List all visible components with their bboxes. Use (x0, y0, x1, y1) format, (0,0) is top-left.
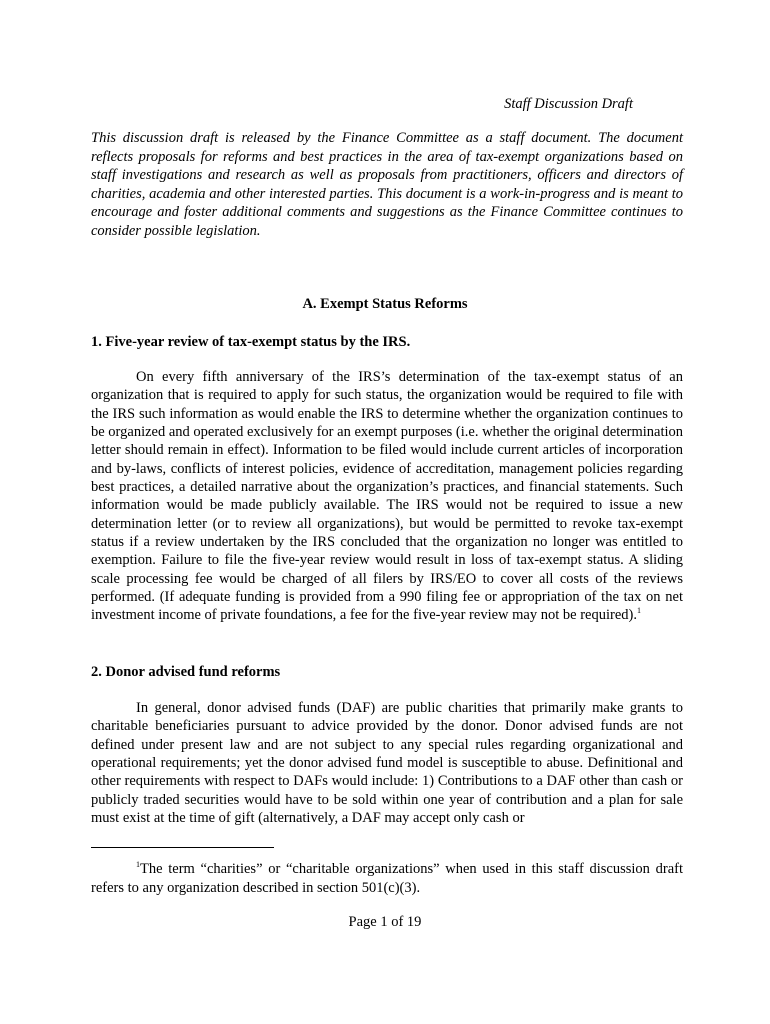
item-2-heading: 2. Donor advised fund reforms (91, 664, 281, 680)
intro-paragraph: This discussion draft is released by the Finance Committee as a staff document. The document reflects proposals for reforms and best practices in the area of tax-exempt organizations based on staff investigations and research as well as proposals from practitioners, officers and directors of charities, academia and other interested parties. This document is a work-in-progress and is meant to encourage and foster additional comments and suggestions as the Finance Committee continues to consider possible legislation. (91, 130, 683, 239)
item-1-body (91, 368, 683, 625)
footnote-text: The term “charities” or “charitable organizations” when used in this staff discussion draft refers to any organization described in section 501(c)(3). (91, 861, 683, 896)
footnote-marker: 1 (136, 860, 140, 870)
footnote-divider (91, 847, 274, 848)
item-1-body-text: On every fifth anniversary of the IRS’s determination of the tax-exempt status of an organization that is required to apply for such status, the organization would be required to file with the IRS such information as would enable the IRS to determine whether the organization continues to be organized and operated exclusively for an exempt purposes (i.e. whether the original determination letter should remain in effect). Information to be filed would include current articles of incorporation and by-laws, conflicts of interest policies, evidence of accreditation, management policies regarding best practices, a detailed narrative about the organization’s practices, and financial statements. Such information would be made publicly available. The IRS would not be required to issue a new determination letter (or to review all organizations), but would be permitted to revoke tax-exempt status if a review undertaken by the IRS concluded that the organization no longer was entitled to exemption. Failure to file the five-year review would result in loss of tax-exempt status. A sliding scale processing fee would be charged of all filers by IRS/EO to cover all costs of the reviews performed. (If adequate funding is provided from a 990 filing fee or appropriation of the tax on net investment income of private foundations, a fee for the five-year review may not be required). (91, 369, 684, 624)
section-title: A. Exempt Status Reforms (302, 296, 468, 312)
item-1-heading: 1. Five-year review of tax-exempt status by the IRS. (91, 334, 411, 350)
draft-label: Staff Discussion Draft (504, 96, 633, 112)
item-2-body: In general, donor advised funds (DAF) are public charities that primarily make grants to charitable beneficiaries pursuant to advice provided by the donor. Donor advised funds are not defined under present law and are not subject to any special rules regarding organizational and operational requirements; yet the donor advised fund model is susceptible to abuse. Definitional and other requirements with respect to DAFs would include: 1) Contributions to a DAF other than cash or publicly traded securities would have to be sold within one year of contribution and a plan for sale must exist at the time of gift (alternatively, a DAF may accept only cash or (91, 700, 683, 827)
page-number: Page 1 of 19 (348, 914, 422, 930)
footnote-reference[interactable]: 1 (636, 606, 641, 616)
footnote (91, 860, 683, 897)
